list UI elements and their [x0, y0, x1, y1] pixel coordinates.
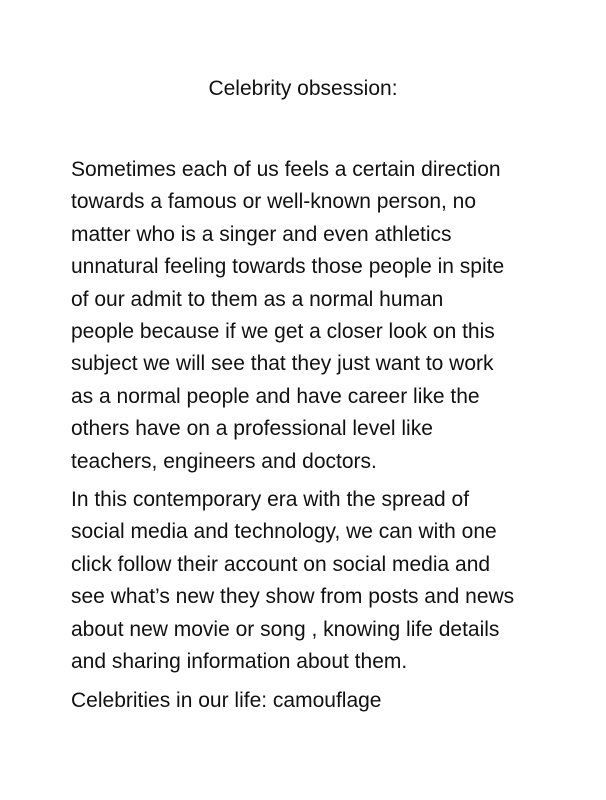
paragraph-line: click follow their account on social media and [71, 552, 491, 576]
document-title: Celebrity obsession: [208, 77, 398, 100]
paragraph-line: people because if we get a closer look on this [71, 320, 495, 344]
document-body [71, 154, 541, 717]
paragraph-line: as a normal people and have career like the [71, 384, 480, 408]
paragraph-line: subject we will see that they just want to work [71, 352, 494, 376]
paragraph-3-heading [71, 685, 541, 717]
paragraph-line: of our admit to them as a normal human [71, 287, 444, 311]
paragraph-2 [71, 484, 541, 678]
paragraph-line: unnatural feeling towards those people in spite [71, 255, 505, 279]
paragraph-line: Sometimes each of us feels a certain direction [71, 158, 501, 181]
paragraph-line: Celebrities in our life: camouflage [71, 688, 382, 712]
paragraph-1 [71, 154, 541, 478]
paragraph-line: about new movie or song , knowing life details [71, 617, 500, 641]
paragraph-line: others have on a professional level like [71, 417, 433, 441]
paragraph-line: matter who is a singer and even athletics [71, 222, 452, 246]
paragraph-line: see what’s new they show from posts and news [71, 585, 515, 609]
paragraph-line: towards a famous or well-known person, no [71, 190, 477, 214]
paragraph-line: and sharing information about them. [71, 650, 408, 674]
paragraph-line: teachers, engineers and doctors. [71, 449, 377, 473]
paragraph-line: In this contemporary era with the spread of [71, 488, 470, 512]
paragraph-line: social media and technology, we can with one [71, 520, 497, 544]
